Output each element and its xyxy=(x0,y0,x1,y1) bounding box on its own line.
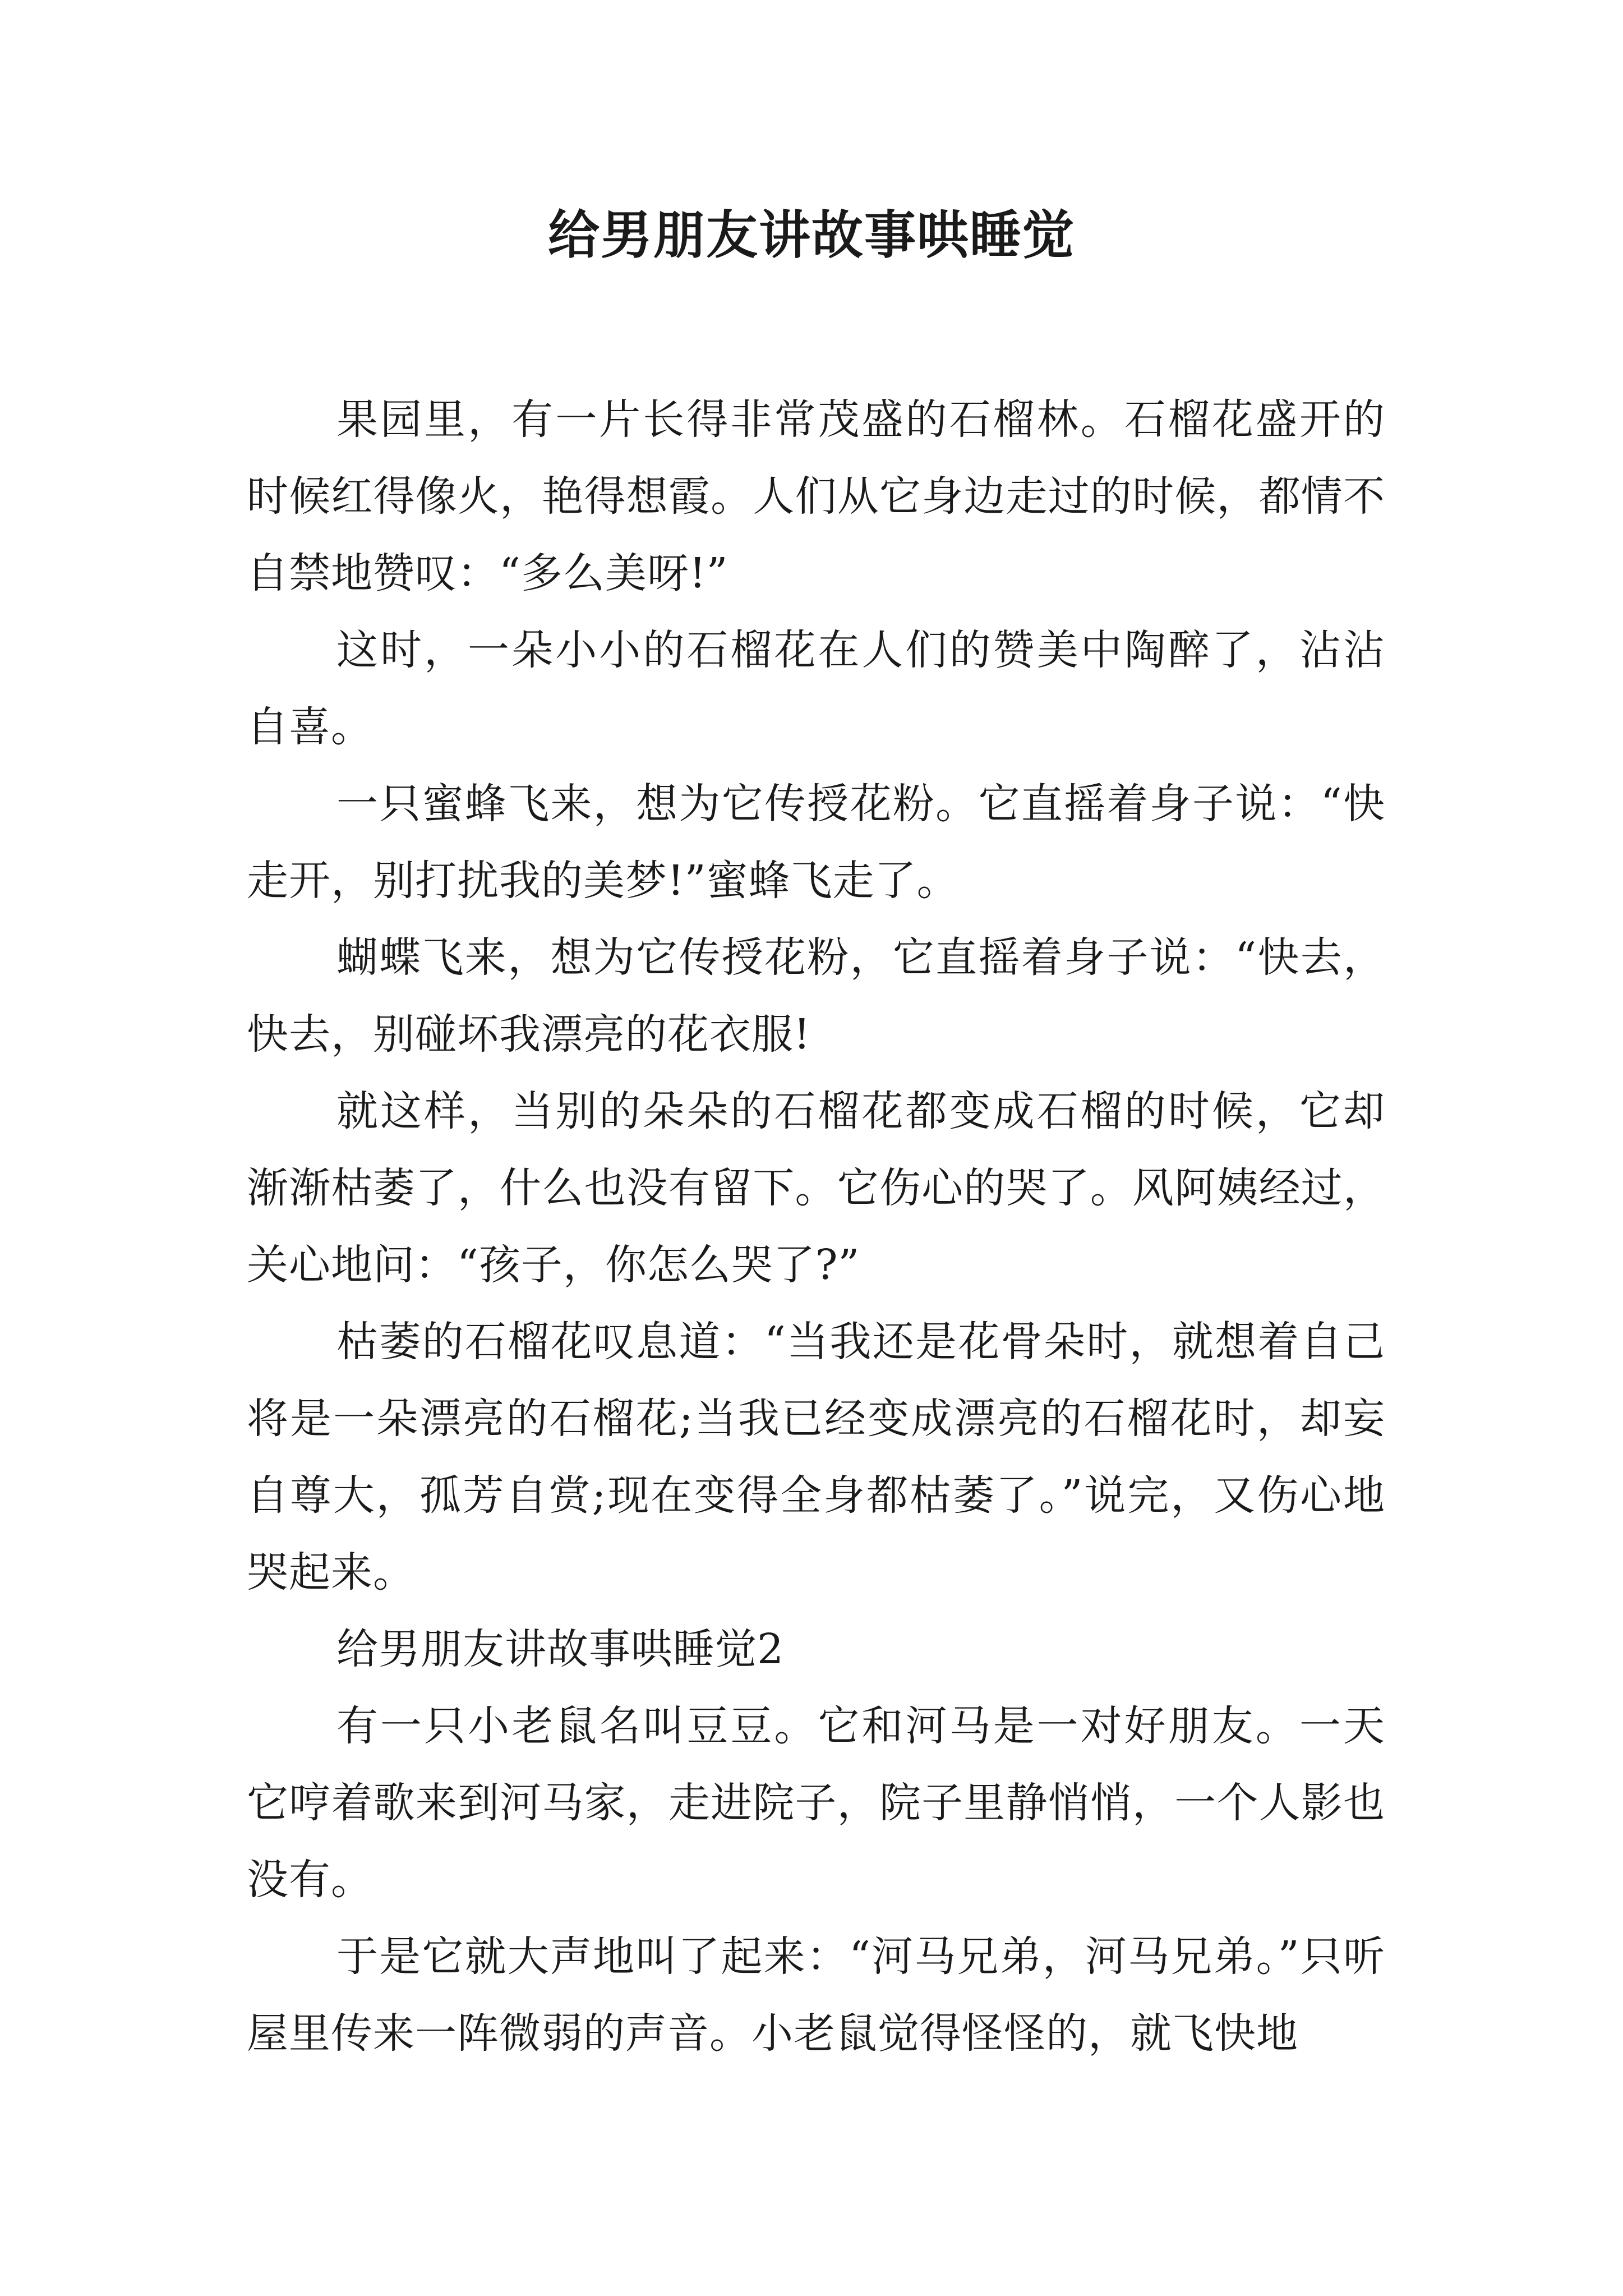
section-heading: 给男朋友讲故事哄睡觉2 xyxy=(336,1625,785,1673)
paragraph: 这时，一朵小小的石榴花在人们的赞美中陶醉了，沾沾自喜。 xyxy=(247,626,1385,751)
paragraph: 一只蜜蜂飞来，想为它传授花粉。它直摇着身子说：“快走开，别打扰我的美梦!”蜜蜂飞走了。 xyxy=(247,780,1385,905)
paragraph: 蝴蝶飞来，想为它传授花粉，它直摇着身子说：“快去，快去，别碰坏我漂亮的花衣服! xyxy=(247,933,1385,1059)
document-body xyxy=(247,381,1385,2072)
paragraph: 枯萎的石榴花叹息道：“当我还是花骨朵时，就想着自己将是一朵漂亮的石榴花;当我已经变成漂亮的石榴花时，却妄自尊大，孤芳自赏;现在变得全身都枯萎了。”说完，又伤心地哭起来。 xyxy=(247,1318,1385,1596)
document-title: 给男朋友讲故事哄睡觉 xyxy=(547,205,1075,265)
paragraph: 于是它就大声地叫了起来：“河马兄弟，河马兄弟。”只听屋里传来一阵微弱的声音。小老鼠觉得怪怪的，就飞快地 xyxy=(247,1932,1385,2058)
paragraph: 有一只小老鼠名叫豆豆。它和河马是一对好朋友。一天它哼着歌来到河马家，走进院子，院子里静悄悄，一个人影也没有。 xyxy=(247,1702,1385,1904)
paragraph: 就这样，当别的朵朵的石榴花都变成石榴的时候，它却渐渐枯萎了，什么也没有留下。它伤心的哭了。风阿姨经过，关心地问：“孩子，你怎么哭了?” xyxy=(247,1087,1385,1289)
paragraph: 果园里，有一片长得非常茂盛的石榴林。石榴花盛开的时候红得像火，艳得想霞。人们从它身边走过的时候，都情不自禁地赞叹：“多么美呀!” xyxy=(247,395,1385,597)
